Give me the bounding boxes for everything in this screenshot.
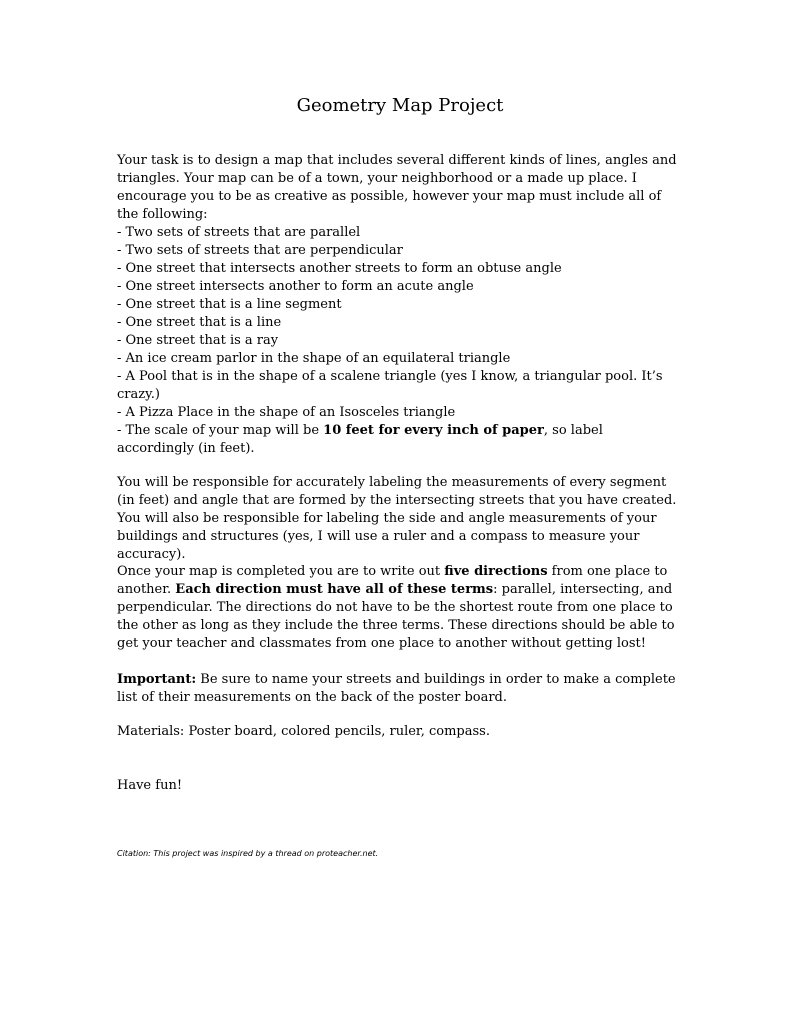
requirement-item: - Two sets of streets that are parallel [117,225,361,240]
scale-suffix: , so label accordingly (in feet). [117,423,603,456]
directions-emphasis-2: Each direction must have all of these terms [175,582,494,597]
requirement-item: - A Pizza Place in the shape of an Isosceles triangle [117,405,456,420]
directions-part3: : parallel, intersecting, and perpendicular. The directions do not have to be the shortest route from one place to the other as long as they include the three terms. These directions should be able to get your teacher and classmates from one place to another without getting lost! [117,582,675,651]
citation-text: Citation: This project was inspired by a thread on proteacher.net. [117,849,379,858]
closing-paragraph [117,777,677,795]
responsibility-paragraph [117,474,677,564]
important-body: Be sure to name your streets and buildings in order to make a complete list of their measurements on the back of the poster board. [117,672,676,705]
important-label: Important: [117,672,197,687]
scale-emphasis: 10 feet for every inch of paper [323,423,544,438]
scale-prefix: - The scale of your map will be [117,423,324,438]
requirement-item: - One street intersects another to form an acute angle [117,279,474,294]
requirement-item: - One street that is a line segment [117,297,342,312]
intro-text: Your task is to design a map that includes several different kinds of lines, angles and triangles. Your map can be of a town, your neighborhood or a made up place. I encourage you to be as creative as possible, however your map must include all of the following: [117,153,677,222]
closing-text: Have fun! [117,778,183,793]
requirement-item: - One street that intersects another streets to form an obtuse angle [117,261,562,276]
directions-part1: Once your map is completed you are to write out [117,564,445,579]
directions-part2: from one place to another. [117,564,668,597]
requirements-list [117,224,677,458]
intro-paragraph [117,152,677,224]
materials-paragraph [117,723,677,741]
requirements-list-block [117,224,677,458]
important-text [117,671,677,707]
responsibility-text: You will be responsible for accurately labeling the measurements of every segment (in feet) and angle that are formed by the intersecting streets that you have created. You will also be responsible for labeling the side and angle measurements of your buildings and structures (yes, I will use a ruler and a compass to measure your accuracy). [117,475,677,562]
important-paragraph [117,671,677,707]
directions-text [117,563,677,653]
requirement-item: - An ice cream parlor in the shape of an equilateral triangle [117,351,511,366]
directions-paragraph [117,563,677,653]
page-title: Geometry Map Project [296,95,504,116]
requirement-item: - One street that is a line [117,315,282,330]
requirement-item: - Two sets of streets that are perpendicular [117,243,403,258]
requirement-item: - One street that is a ray [117,333,279,348]
requirement-item-scale [117,422,677,458]
directions-emphasis-1: five directions [444,564,548,579]
requirement-item: - A Pool that is in the shape of a scalene triangle (yes I know, a triangular pool. It’s crazy.) [117,369,663,402]
materials-text: Materials: Poster board, colored pencils, ruler, compass. [117,724,490,739]
